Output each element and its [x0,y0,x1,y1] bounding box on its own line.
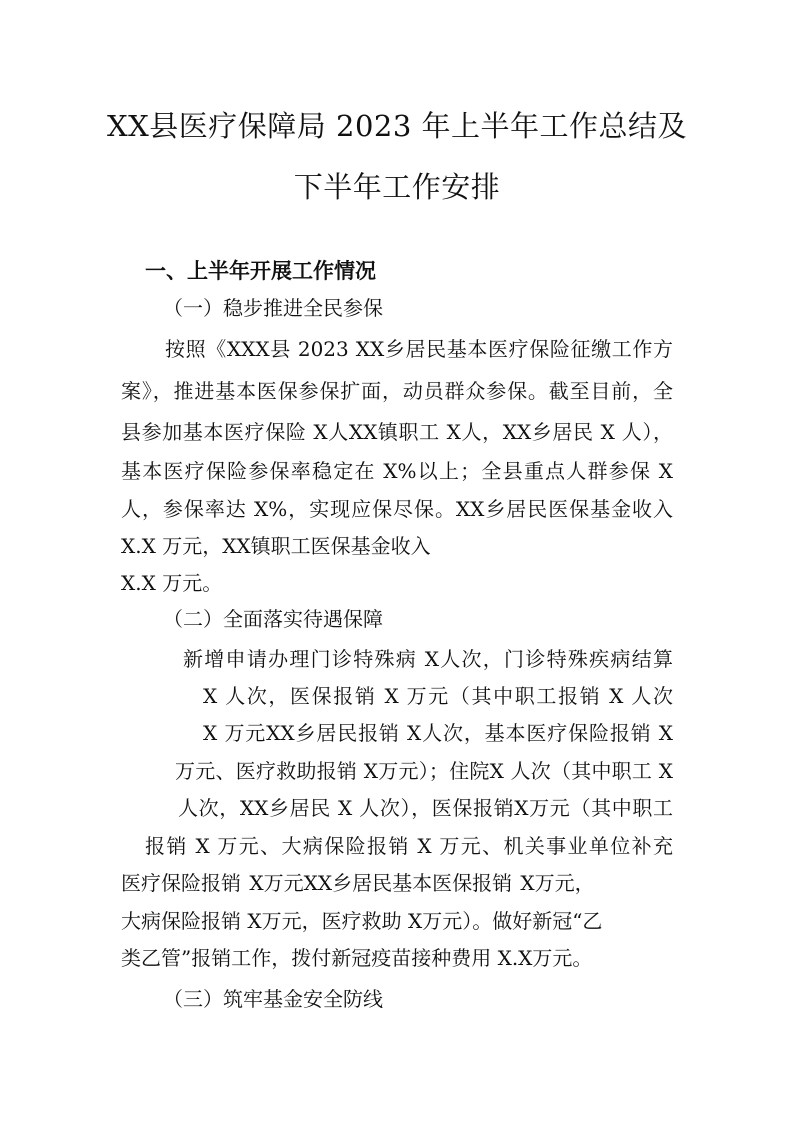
paragraph-line: 报销 X 万元、大病保险报销 X 万元、机关事业单位补充 [145,834,673,858]
paragraph-line: X.X 万元。 [121,571,223,595]
paragraph-line: 类乙管”报销工作，拨付新冠疫苗接种费用 X.X万元。 [121,946,593,970]
paragraph-line: X.X 万元，XX镇职工医保基金收入 [121,534,431,558]
paragraph-line: X 人次，医保报销 X 万元（其中职工报销 X 人次 [203,684,673,708]
paragraph-line: 大病保险报销 X万元，医疗救助 X万元）。做好新冠“乙 [121,909,603,933]
paragraph-line: 基本医疗保险参保率稳定在 X%以上；全县重点人群参保 X [121,459,673,483]
paragraph-line: 新增申请办理门诊特殊病 X人次，门诊特殊疾病结算 [183,647,673,671]
paragraph-line: X 万元XX乡居民报销 X人次，基本医疗保险报销 X [203,721,673,745]
document-title-line-1: XX县医疗保障局 2023 年上半年工作总结及 [106,109,688,143]
paragraph-line: 人次，XX乡居民 X 人次），医保报销X万元（其中职工 [178,796,673,820]
section-heading: 一、上半年开展工作情况 [145,259,376,283]
paragraph-line: 万元、医疗救助报销 X万元）；住院X 人次（其中职工 X [175,759,673,783]
subsection-heading-2: （二）全面落实待遇保障 [163,607,383,631]
paragraph-line: 县参加基本医疗保险 X人XX镇职工 X人，XX乡居民 X 人）， [121,420,673,444]
subsection-heading-3: （三）筑牢基金安全防线 [163,987,383,1011]
subsection-heading-1: （一）稳步推进全民参保 [163,296,383,320]
paragraph-line: 案》，推进基本医保参保扩面，动员群众参保。截至目前，全 [121,379,673,403]
paragraph-line: 按照《XXX县 2023 XX乡居民基本医疗保险征缴工作方 [165,337,673,361]
paragraph-line: 人，参保率达 X%，实现应保尽保。XX乡居民医保基金收入 [121,497,673,521]
document-title-line-2: 下半年工作安排 [293,170,501,204]
paragraph-line: 医疗保险报销 X万元XX乡居民基本医保报销 X万元， [121,871,595,895]
